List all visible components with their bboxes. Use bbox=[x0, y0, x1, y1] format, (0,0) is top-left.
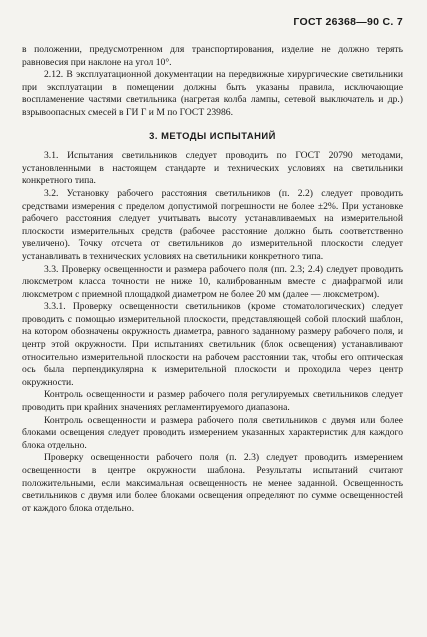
document-body bbox=[22, 44, 403, 515]
paragraph-illuminance-check: Проверку освещенности рабочего поля (п. 2.3) следует проводить измерением освещенности в центре окружности шаблона. Результаты испытаний считают положительными, если максимальная освещенность не менее заданной. Освещенность светильников с двумя или более блоками освещения определяют по сумме освещенностей от каждого блока отдельно. bbox=[22, 452, 403, 514]
paragraph-3-3: 3.3. Проверку освещенности и размера рабочего поля (пп. 2.3; 2.4) следует проводить люксметром класса точности не ниже 10, калиброванным вместе с диафрагмой или люксметром с приемной площадкой диаметром не более 20 мм (далее — люксметром). bbox=[22, 263, 403, 300]
page-header: ГОСТ 26368—90 С. 7 bbox=[293, 16, 403, 28]
paragraph-control-regulated: Контроль освещенности и размер рабочего поля регулируемых светильников следует проводить при крайних значениях регламентируемого диапазона. bbox=[22, 389, 403, 414]
paragraph-3-3-1: 3.3.1. Проверку освещенности светильников (кроме стоматологических) следует проводить с помощью измерительной плоскости, представляющей собой плоский шаблон, на котором обозначены окружность диаметра, равного заданному размеру рабочего поля, и центр этой окружности. При испытаниях светильник (блок освещения) устанавливают относительно измерительной плоскости на рабочем расстоянии так, чтобы его оптическая ось была перпендикулярна к измерительной плоскости и проходила через центр окружности. bbox=[22, 301, 403, 388]
section-heading: 3. МЕТОДЫ ИСПЫТАНИЙ bbox=[149, 129, 276, 141]
paragraph-control-multiblock: Контроль освещенности и размера рабочего поля светильников с двумя или более блоками освещения следует проводить измерением указанных характеристик для каждого блока отдельно. bbox=[22, 414, 403, 451]
paragraph-3-1: 3.1. Испытания светильников следует проводить по ГОСТ 20790 методами, установленными в настоящем стандарте и технических условиях на светильники конкретного типа. bbox=[22, 150, 403, 187]
paragraph-3-2: 3.2. Установку рабочего расстояния светильников (п. 2.2) следует проводить средствами измерения с пределом допустимой погрешности не более ±2%. При установке рабочего расстояния следует учитывать высоту устанавливаемых на измерительной плоскости измерительных средств (рабочее расстояние должно быть соответственно увеличено). Точку отсчета от светильников до измерительной плоскости следует устанавливать в технических условиях на светильники конкретного типа. bbox=[22, 187, 403, 262]
paragraph-2-12: 2.12. В эксплуатационной документации на передвижные хирургические светильники при эксплуатации в помещении должны быть указаны правила, исключающие воспламенение частями светильника (нагретая колба лампы, сетевой выключатель и др.) взрывоопасных смесей в ГИ Г и М по ГОСТ 23986. bbox=[22, 69, 403, 118]
paragraph-continuation: в положении, предусмотренном для транспортирования, изделие не должно терять равновесия при наклоне на угол 10°. bbox=[22, 44, 403, 68]
